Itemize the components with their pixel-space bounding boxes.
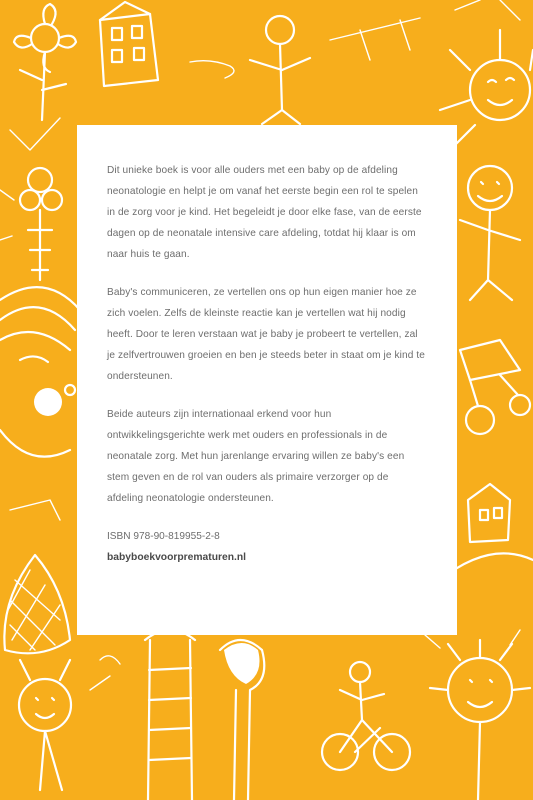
tree-doodle	[0, 168, 62, 280]
authors-paragraph: Beide auteurs zijn internationaal erkend voor hun ontwikkelingsgerichte werk met ouders en professionals in de neonatale zorg. Met hun jarenlange ervaring willen ze baby's een stem geven en de rol van ouders als primaire verzorger op de afdeling neonatologie ondersteunen.	[107, 409, 405, 504]
figure-doodle	[190, 16, 420, 124]
flower-doodle	[10, 4, 76, 150]
communication-paragraph: Baby's communiceren, ze vertellen ons op hun eigen manier hoe ze zich voelen. Zelfs de kleinste reactie kan je vertellen wat hij nodig heeft. Door te leren verstaan wat je baby je probeert te vertellen, zal je zelfvertrouwen groeien en ben je steeds beter in staat om je kind te ondersteunen.	[107, 287, 425, 382]
cyclist-doodle	[322, 662, 410, 770]
intro-paragraph: Dit unieke boek is voor alle ouders met een baby op de afdeling neonatologie en helpt je om vanaf het eerste begin een rol te spelen in de zorg voor je kind. Het begeleidt je door elke fase, van de eerste dagen op de neonatale intensive care afdeling, totdat hij klaar is om naar huis te gaan.	[107, 165, 422, 260]
sun-face-doodle	[440, 0, 533, 145]
back-cover-text-panel	[77, 125, 457, 635]
house-doodle	[100, 2, 158, 86]
round-figure-doodle	[19, 656, 120, 790]
big-sun-doodle	[425, 630, 530, 800]
ladder-doodle	[145, 630, 195, 800]
tree-trunk-doodle	[220, 640, 264, 800]
big-face-doodle	[0, 287, 80, 520]
website-url[interactable]: babyboekvoorprematuren.nl	[107, 552, 247, 563]
lattice-leaf-doodle	[4, 555, 70, 653]
bike-doodle	[460, 340, 530, 434]
smiley-person-doodle	[460, 166, 520, 300]
isbn-number: ISBN 978-90-819955-2-8	[107, 531, 220, 542]
